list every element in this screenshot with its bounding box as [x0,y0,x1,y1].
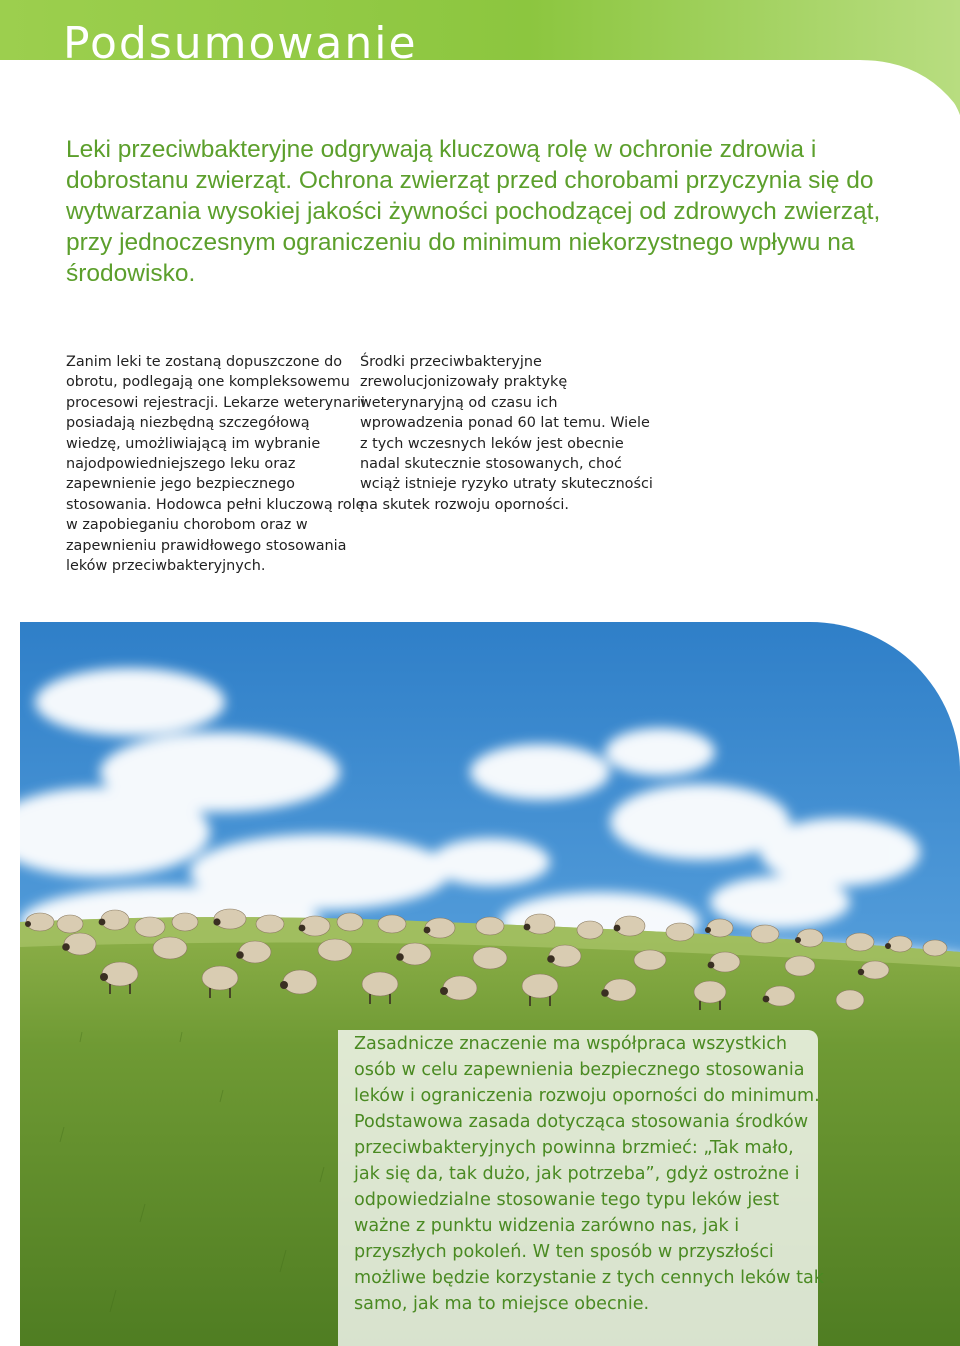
body-column-right: Środki przeciwbakteryjne zrewolucjonizowały praktykę weterynaryjną od czasu ich wprowadzenia ponad 60 lat temu. Wiele z tych wczesnych leków jest obecnie nadal skutecznie stosowanych, choć wciąż istnieje ryzyko utraty skuteczności na skutek rozwoju oporności. [360,354,653,513]
callout-box [338,1030,824,1346]
header-band [0,0,960,115]
page-title: Podsumowanie [63,18,418,69]
body-column-left: Zanim leki te zostaną dopuszczone do obrotu, podlegają one kompleksowemu procesowi rejestracji. Lekarze weterynarii posiadają niezbędną szczegółową wiedzę, umożliwiającą im wybranie najodpowiedniejszego leku oraz zapewnienie jego bezpiecznego stosowania. Hodowca pełni kluczową rolę w zapobieganiu chorobom oraz w zapewnieniu prawidłowego stosowania leków przeciwbakteryjnych. [66,354,366,575]
lead-paragraph: Leki przeciwbakteryjne odgrywają kluczową rolę w ochronie zdrowia i dobrostanu zwierząt. Ochrona zwierząt przed chorobami przyczynia się do wytwarzania wysokiej jakości żywności pochodzącej od zdrowych zwierząt, przy jednoczesnym ograniczeniu do minimum niekorzystnego wpływu na środowisko. [66,136,881,287]
callout-text: Zasadnicze znaczenie ma współpraca wszystkich osób w celu zapewnienia bezpiecznego stosowania leków i ograniczenia rozwoju oporności do minimum. Podstawowa zasada dotycząca stosowania środków przeciwbakteryjnych powinna brzmieć: „Tak mało, jak się da, tak dużo, jak potrzeba”, gdyż ostrożne i odpowiedzialne stosowanie tego typu leków jest ważne z punktu widzenia zarówno nas, jak i przyszłych pokoleń. W ten sposób w przyszłości możliwe będzie korzystanie z tych cennych leków tak samo, jak ma to miejsce obecnie. [354,1034,824,1314]
